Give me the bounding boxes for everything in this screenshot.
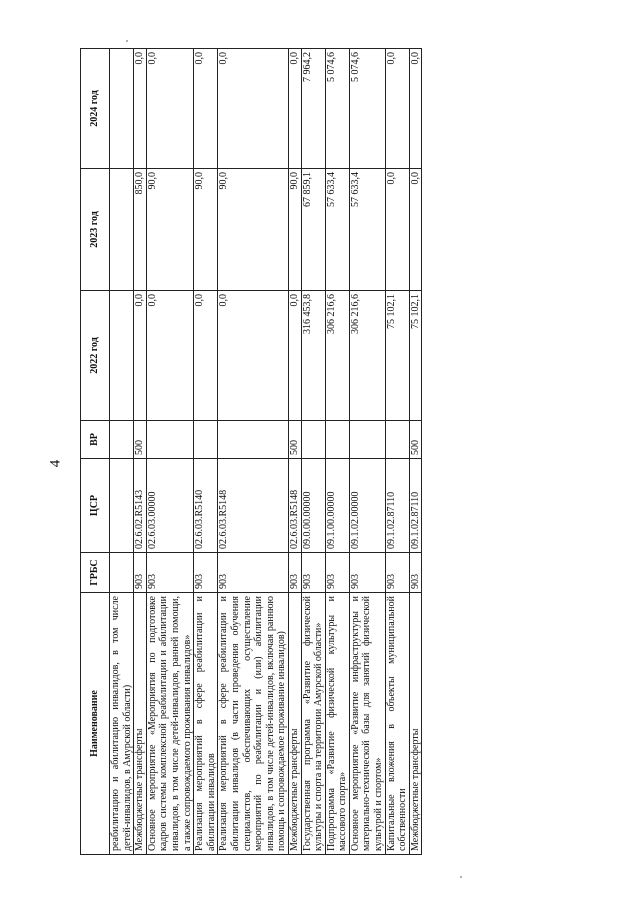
- row-name: Государственная программа «Развитие физической культуры и спорта на территории Амурской области»: [301, 593, 325, 855]
- row-2023: [110, 169, 134, 291]
- row-grbs: 903: [134, 553, 147, 593]
- row-name: Основное мероприятие «Развитие инфраструктуры и материально-технической базы для занятий физической культурой и спортом»: [349, 593, 385, 855]
- row-2022: 0,0: [218, 291, 289, 421]
- rotated-table-container: [80, 49, 560, 855]
- row-grbs: [110, 553, 134, 593]
- row-name: Капитальные вложения в объекты муниципальной собственности: [385, 593, 409, 855]
- row-csr: 09.1.00.00000: [325, 459, 349, 553]
- row-name: Межбюджетные трансферты: [409, 593, 422, 855]
- row-vr: [146, 421, 193, 459]
- row-csr: 02.6.03.00000: [146, 459, 193, 553]
- row-2022: 75 102,1: [385, 291, 409, 421]
- header-2022: 2022 год: [81, 291, 110, 421]
- scan-speck: [460, 876, 462, 878]
- row-vr: 500: [409, 421, 422, 459]
- row-csr: [110, 459, 134, 553]
- row-2024: 0,0: [218, 49, 289, 169]
- row-2024: 0,0: [409, 49, 422, 169]
- row-2024: 7 964,2: [301, 49, 325, 169]
- header-csr: ЦСР: [81, 459, 110, 553]
- header-2024: 2024 год: [81, 49, 110, 169]
- row-grbs: 903: [349, 553, 385, 593]
- row-2022: 306 216,6: [325, 291, 349, 421]
- row-vr: [194, 421, 218, 459]
- table-row: [134, 49, 147, 855]
- row-2023: 0,0: [409, 169, 422, 291]
- row-2024: 0,0: [288, 49, 301, 169]
- header-vr: ВР: [81, 421, 110, 459]
- row-csr: 02.6.03.R5148: [288, 459, 301, 553]
- row-csr: 02.6.03.R5140: [194, 459, 218, 553]
- row-name: Межбюджетные трансферты: [288, 593, 301, 855]
- row-vr: [349, 421, 385, 459]
- row-grbs: 903: [385, 553, 409, 593]
- row-2024: 0,0: [385, 49, 409, 169]
- row-grbs: 903: [146, 553, 193, 593]
- header-grbs: ГРБС: [81, 553, 110, 593]
- row-name: Реализация мероприятий в сфере реабилитации и абилитации инвалидов: [194, 593, 218, 855]
- row-csr: 09.1.02.00000: [349, 459, 385, 553]
- row-2022: 75 102,1: [409, 291, 422, 421]
- row-csr: 09.1.02.87110: [385, 459, 409, 553]
- table-row: [110, 49, 134, 855]
- table-row: [218, 49, 289, 855]
- row-2022: 0,0: [134, 291, 147, 421]
- row-2024: 5 074,6: [349, 49, 385, 169]
- row-vr: [110, 421, 134, 459]
- row-grbs: 903: [288, 553, 301, 593]
- table-row: [301, 49, 325, 855]
- row-2022: 0,0: [288, 291, 301, 421]
- header-2023: 2023 год: [81, 169, 110, 291]
- row-grbs: 903: [194, 553, 218, 593]
- row-2023: 90,0: [218, 169, 289, 291]
- row-vr: 500: [288, 421, 301, 459]
- row-2023: 90,0: [146, 169, 193, 291]
- row-csr: 02.6.03.R5148: [218, 459, 289, 553]
- row-name: Межбюджетные трансферты: [134, 593, 147, 855]
- header-name: Наименование: [81, 593, 110, 855]
- row-name: Подпрограмма «Развитие физической культуры и массового спорта»: [325, 593, 349, 855]
- row-2023: 57 633,4: [325, 169, 349, 291]
- row-vr: [325, 421, 349, 459]
- row-csr: 09.1.02.87110: [409, 459, 422, 553]
- table-row: [194, 49, 218, 855]
- row-name: Основное мероприятие «Мероприятия по подготовке кадров системы комплексной реабилитации и абилитации инвалидов, в том числе детей-инвалидов, ранней помощи, а также сопровождаемого проживания инвалидов»: [146, 593, 193, 855]
- row-csr: 02.6.02.R5143: [134, 459, 147, 553]
- row-2022: 306 216,6: [349, 291, 385, 421]
- row-name: Реализация мероприятий в сфере реабилитации и абилитации инвалидов (в части проведения обучения специалистов, обеспечивающих осуществление мероприятий по реабилитации и (или) абилитации инвалидов, в том числе детей-инвалидов, включая раннюю помощь и сопровождаемое проживание инвалидов): [218, 593, 289, 855]
- row-2022: 316 453,8: [301, 291, 325, 421]
- row-2022: [110, 291, 134, 421]
- row-vr: 500: [134, 421, 147, 459]
- row-2024: 0,0: [146, 49, 193, 169]
- row-2024: 0,0: [194, 49, 218, 169]
- row-grbs: 903: [409, 553, 422, 593]
- row-2022: 0,0: [146, 291, 193, 421]
- row-vr: [385, 421, 409, 459]
- row-2023: 90,0: [194, 169, 218, 291]
- table-row: [409, 49, 422, 855]
- row-grbs: 903: [325, 553, 349, 593]
- scan-speck: [126, 40, 128, 42]
- row-vr: [218, 421, 289, 459]
- row-csr: 09.0.00.00000: [301, 459, 325, 553]
- row-2024: 0,0: [134, 49, 147, 169]
- table-row: [385, 49, 409, 855]
- row-2024: [110, 49, 134, 169]
- row-grbs: 903: [218, 553, 289, 593]
- header-row: [81, 49, 110, 855]
- row-2023: 90,0: [288, 169, 301, 291]
- row-vr: [301, 421, 325, 459]
- row-2022: 0,0: [194, 291, 218, 421]
- row-name: реабилитацию и абилитацию инвалидов, в том числе детей-инвалидов, в Амурской области): [110, 593, 134, 855]
- table-row: [325, 49, 349, 855]
- row-2023: 57 633,4: [349, 169, 385, 291]
- table-row: [288, 49, 301, 855]
- row-2023: 67 859,1: [301, 169, 325, 291]
- budget-table: [80, 48, 422, 855]
- row-2024: 5 074,6: [325, 49, 349, 169]
- table-row: [349, 49, 385, 855]
- page-number: 4: [47, 459, 64, 468]
- table-row: [146, 49, 193, 855]
- row-2023: 0,0: [385, 169, 409, 291]
- row-2023: 850,0: [134, 169, 147, 291]
- row-grbs: 903: [301, 553, 325, 593]
